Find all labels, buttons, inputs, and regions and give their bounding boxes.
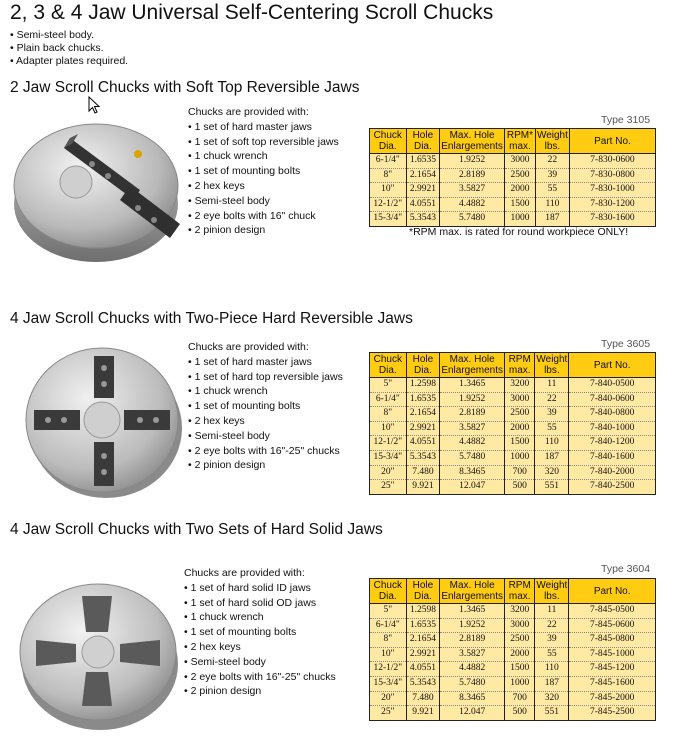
table-row <box>370 480 656 495</box>
weight-cell: 55 <box>535 421 569 436</box>
section-title: 4 Jaw Scroll Chucks with Two-Piece Hard Reversible Jaws <box>10 310 413 327</box>
chuck-dia-cell: 6-1/4" <box>370 154 407 169</box>
weight-cell: 39 <box>535 407 569 422</box>
provided-item: • Semi-steel body <box>188 429 343 444</box>
col-chuck-dia-header-line: Dia. <box>378 591 397 602</box>
provided-item: • 1 set of hard master jaws <box>188 120 339 135</box>
col-weight-header <box>535 579 569 604</box>
col-rpm-header-line: RPM <box>508 354 531 365</box>
rpm-note: *RPM max. is rated for round workpiece ONLY! <box>409 226 629 238</box>
hole-dia-cell: 2.1654 <box>406 633 440 648</box>
table-row <box>370 154 656 169</box>
part-no-cell: 7-830-0600 <box>569 154 655 169</box>
spec-table <box>369 352 656 495</box>
provided-item: • 1 set of hard solid ID jaws <box>184 581 336 596</box>
col-part-no-header: Part No. <box>569 353 656 378</box>
provided-heading: Chucks are provided with: <box>188 341 309 353</box>
table-row <box>370 691 656 706</box>
part-no-cell: 7-845-2000 <box>569 691 656 706</box>
part-no-cell: 7-845-0800 <box>569 633 656 648</box>
col-rpm-header <box>504 129 535 154</box>
col-weight-header <box>535 353 569 378</box>
col-rpm-header <box>505 579 535 604</box>
provided-item: • 1 set of mounting bolts <box>184 625 336 640</box>
chuck-dia-cell: 6-1/4" <box>370 392 407 407</box>
provided-item: • 2 eye bolts with 16"-25" chucks <box>184 670 336 685</box>
chuck-dia-cell: 8" <box>370 168 407 183</box>
col-hole-dia-header <box>406 579 440 604</box>
col-max-hole-header-line: Enlargements <box>441 591 504 602</box>
provided-item: • 1 chuck wrench <box>188 384 343 399</box>
chuck-dia-cell: 5" <box>370 378 407 393</box>
weight-cell: 39 <box>535 168 569 183</box>
rpm-cell: 1000 <box>505 450 535 465</box>
section-title: 4 Jaw Scroll Chucks with Two Sets of Hard Solid Jaws <box>10 521 383 538</box>
provided-item: • 1 set of soft top reversible jaws <box>188 135 339 150</box>
max-hole-cell: 5.7480 <box>440 676 505 691</box>
weight-cell: 187 <box>535 450 569 465</box>
rpm-cell: 2000 <box>505 647 535 662</box>
chuck-dia-cell: 8" <box>370 407 407 422</box>
part-no-cell: 7-840-1200 <box>569 436 656 451</box>
provided-item: • 2 hex keys <box>188 414 343 429</box>
rpm-cell: 3200 <box>505 604 535 619</box>
table-row <box>370 407 656 422</box>
part-no-cell: 7-845-0500 <box>569 604 656 619</box>
hole-dia-cell: 9.921 <box>406 480 440 495</box>
part-no-cell: 7-830-1200 <box>569 197 655 212</box>
rpm-cell: 2500 <box>505 407 535 422</box>
col-hole-dia-header <box>406 129 440 154</box>
col-rpm-header <box>505 353 535 378</box>
col-weight-header-line: Weight <box>536 130 568 141</box>
weight-cell: 55 <box>535 647 569 662</box>
provided-item: • 1 set of hard solid OD jaws <box>184 596 336 611</box>
chuck-dia-cell: 6-1/4" <box>370 618 407 633</box>
chuck-dia-cell: 15-3/4" <box>370 450 407 465</box>
chuck-dia-cell: 5" <box>370 604 407 619</box>
table-row <box>370 212 656 227</box>
col-hole-dia-header-line: Hole <box>412 580 434 591</box>
provided-item: • Semi-steel body <box>188 194 339 209</box>
intro-item: • Semi-steel body. <box>10 29 128 42</box>
table-header-row <box>370 129 656 154</box>
provided-heading: Chucks are provided with: <box>184 567 305 579</box>
col-chuck-dia-header <box>370 353 407 378</box>
provided-item: • 2 pinion design <box>184 684 336 699</box>
part-no-cell: 7-845-2500 <box>569 706 656 721</box>
part-no-cell: 7-830-0800 <box>569 168 655 183</box>
provided-item: • 1 set of mounting bolts <box>188 399 343 414</box>
section-title: 2 Jaw Scroll Chucks with Soft Top Reversible Jaws <box>10 79 360 96</box>
table-row <box>370 706 656 721</box>
rpm-cell: 2000 <box>504 183 535 198</box>
col-max-hole-header <box>440 129 505 154</box>
col-chuck-dia-header <box>370 129 407 154</box>
max-hole-cell: 1.9252 <box>440 154 505 169</box>
col-hole-dia-header-line: Hole <box>412 130 434 141</box>
provided-item: • 1 chuck wrench <box>188 149 339 164</box>
col-part-no-header: Part No. <box>569 129 655 154</box>
provided-item: • 1 set of hard master jaws <box>188 355 343 370</box>
spec-table <box>369 578 656 721</box>
table-row <box>370 436 656 451</box>
part-no-cell: 7-830-1600 <box>569 212 655 227</box>
intro-list <box>10 29 128 68</box>
col-weight-header-line: Weight <box>536 354 568 365</box>
chuck-dia-cell: 8" <box>370 633 407 648</box>
provided-item: • 2 eye bolts with 16"-25" chucks <box>188 444 343 459</box>
type-label: Type 3605 <box>601 338 651 350</box>
max-hole-cell: 12.047 <box>440 480 505 495</box>
chuck-dia-cell: 12-1/2" <box>370 662 407 677</box>
hole-dia-cell: 7.480 <box>406 691 440 706</box>
provided-list <box>188 105 339 238</box>
rpm-cell: 1500 <box>504 197 535 212</box>
two-jaw-chuck-image <box>8 104 188 272</box>
col-chuck-dia-header-line: Chuck <box>373 580 402 591</box>
table-row <box>370 421 656 436</box>
col-weight-header-line: Weight <box>536 580 568 591</box>
max-hole-cell: 5.7480 <box>440 450 505 465</box>
table-row <box>370 604 656 619</box>
provided-item: • 1 set of hard top reversible jaws <box>188 370 343 385</box>
weight-cell: 110 <box>535 662 569 677</box>
rpm-cell: 2500 <box>504 168 535 183</box>
page-title: 2, 3 & 4 Jaw Universal Self-Centering Scroll Chucks <box>10 1 494 24</box>
chuck-dia-cell: 15-3/4" <box>370 676 407 691</box>
part-no-cell: 7-840-1000 <box>569 421 656 436</box>
col-weight-header-line: lbs. <box>544 365 560 376</box>
table-row <box>370 450 656 465</box>
col-max-hole-header-line: Max. Hole <box>449 354 495 365</box>
col-chuck-dia-header-line: Chuck <box>373 130 402 141</box>
weight-cell: 187 <box>535 212 569 227</box>
max-hole-cell: 3.5827 <box>440 183 505 198</box>
col-hole-dia-header-line: Dia. <box>414 591 432 602</box>
hole-dia-cell: 2.9921 <box>406 183 440 198</box>
chuck-dia-cell: 12-1/2" <box>370 197 407 212</box>
chuck-dia-cell: 10" <box>370 647 407 662</box>
provided-item: • Semi-steel body <box>184 655 336 670</box>
chuck-dia-cell: 20" <box>370 691 407 706</box>
chuck-dia-cell: 12-1/2" <box>370 436 407 451</box>
col-max-hole-header-line: Max. Hole <box>449 580 495 591</box>
col-rpm-header-line: max. <box>509 141 531 152</box>
type-label: Type 3105 <box>601 114 651 126</box>
provided-item: • 1 set of mounting bolts <box>188 164 339 179</box>
col-hole-dia-header-line: Dia. <box>414 365 432 376</box>
hole-dia-cell: 1.2598 <box>406 378 440 393</box>
max-hole-cell: 1.9252 <box>440 618 505 633</box>
hole-dia-cell: 4.0551 <box>406 436 440 451</box>
table-row <box>370 618 656 633</box>
provided-item: • 2 pinion design <box>188 458 343 473</box>
part-no-cell: 7-840-2500 <box>569 480 656 495</box>
max-hole-cell: 12.047 <box>440 706 505 721</box>
provided-heading: Chucks are provided with: <box>188 106 309 118</box>
hole-dia-cell: 1.6535 <box>406 154 440 169</box>
weight-cell: 110 <box>535 436 569 451</box>
table-row <box>370 168 656 183</box>
table-header-row <box>370 353 656 378</box>
part-no-cell: 7-840-2000 <box>569 465 656 480</box>
weight-cell: 551 <box>535 706 569 721</box>
col-hole-dia-header-line: Dia. <box>413 141 432 152</box>
hole-dia-cell: 2.1654 <box>406 168 440 183</box>
spec-table <box>369 128 656 227</box>
provided-item: • 1 chuck wrench <box>184 610 336 625</box>
part-no-cell: 7-840-0600 <box>569 392 656 407</box>
col-max-hole-header <box>440 579 505 604</box>
col-weight-header <box>535 129 569 154</box>
max-hole-cell: 4.4882 <box>440 436 505 451</box>
col-chuck-dia-header <box>370 579 407 604</box>
col-max-hole-header-line: Enlargements <box>441 141 503 152</box>
col-weight-header-line: lbs. <box>544 591 560 602</box>
hole-dia-cell: 2.9921 <box>406 647 440 662</box>
max-hole-cell: 2.8189 <box>440 168 505 183</box>
rpm-cell: 3200 <box>505 378 535 393</box>
hole-dia-cell: 4.0551 <box>406 197 440 212</box>
col-hole-dia-header <box>406 353 440 378</box>
hole-dia-cell: 7.480 <box>406 465 440 480</box>
rpm-cell: 500 <box>505 706 535 721</box>
part-no-cell: 7-840-0500 <box>569 378 656 393</box>
col-part-no-header: Part No. <box>569 579 656 604</box>
provided-list <box>188 340 343 473</box>
chuck-dia-cell: 10" <box>370 183 407 198</box>
rpm-cell: 3000 <box>504 154 535 169</box>
hole-dia-cell: 5.3543 <box>406 676 440 691</box>
rpm-cell: 700 <box>505 465 535 480</box>
weight-cell: 11 <box>535 378 569 393</box>
chuck-dia-cell: 25" <box>370 480 407 495</box>
chuck-dia-cell: 20" <box>370 465 407 480</box>
col-chuck-dia-header-line: Dia. <box>378 141 397 152</box>
col-rpm-header-line: max. <box>508 365 531 376</box>
four-jaw-reversible-chuck-image <box>18 336 188 502</box>
rpm-cell: 2500 <box>505 633 535 648</box>
col-max-hole-header-line: Enlargements <box>441 365 504 376</box>
table-row <box>370 465 656 480</box>
hole-dia-cell: 1.2598 <box>406 604 440 619</box>
weight-cell: 320 <box>535 691 569 706</box>
max-hole-cell: 1.3465 <box>440 604 505 619</box>
provided-item: • 2 hex keys <box>184 640 336 655</box>
table-row <box>370 378 656 393</box>
table-row <box>370 197 656 212</box>
part-no-cell: 7-840-0800 <box>569 407 656 422</box>
col-chuck-dia-header-line: Chuck <box>373 354 402 365</box>
rpm-cell: 1000 <box>504 212 535 227</box>
col-rpm-header-line: max. <box>508 591 531 602</box>
rpm-cell: 3000 <box>505 618 535 633</box>
max-hole-cell: 3.5827 <box>440 421 505 436</box>
part-no-cell: 7-845-1600 <box>569 676 656 691</box>
col-max-hole-header <box>440 353 505 378</box>
hole-dia-cell: 5.3543 <box>406 212 440 227</box>
chuck-dia-cell: 15-3/4" <box>370 212 407 227</box>
rpm-cell: 1500 <box>505 662 535 677</box>
part-no-cell: 7-830-1000 <box>569 183 655 198</box>
col-hole-dia-header-line: Hole <box>412 354 434 365</box>
weight-cell: 551 <box>535 480 569 495</box>
chuck-dia-cell: 25" <box>370 706 407 721</box>
max-hole-cell: 8.3465 <box>440 465 505 480</box>
rpm-cell: 700 <box>505 691 535 706</box>
provided-list <box>184 566 336 699</box>
chuck-dia-cell: 10" <box>370 421 407 436</box>
max-hole-cell: 8.3465 <box>440 691 505 706</box>
weight-cell: 187 <box>535 676 569 691</box>
part-no-cell: 7-845-1000 <box>569 647 656 662</box>
max-hole-cell: 1.9252 <box>440 392 505 407</box>
col-rpm-header-line: RPM* <box>506 130 533 141</box>
hole-dia-cell: 1.6535 <box>406 392 440 407</box>
provided-item: • 2 eye bolts with 16" chuck <box>188 209 339 224</box>
table-row <box>370 647 656 662</box>
table-row <box>370 662 656 677</box>
rpm-cell: 1500 <box>505 436 535 451</box>
provided-item: • 2 pinion design <box>188 223 339 238</box>
table-row <box>370 633 656 648</box>
max-hole-cell: 1.3465 <box>440 378 505 393</box>
hole-dia-cell: 2.1654 <box>406 407 440 422</box>
hole-dia-cell: 9.921 <box>406 706 440 721</box>
col-max-hole-header-line: Max. Hole <box>449 130 495 141</box>
table-row <box>370 676 656 691</box>
weight-cell: 22 <box>535 154 569 169</box>
max-hole-cell: 5.7480 <box>440 212 505 227</box>
rpm-cell: 500 <box>505 480 535 495</box>
hole-dia-cell: 1.6535 <box>406 618 440 633</box>
max-hole-cell: 2.8189 <box>440 633 505 648</box>
hole-dia-cell: 5.3543 <box>406 450 440 465</box>
part-no-cell: 7-845-1200 <box>569 662 656 677</box>
table-row <box>370 392 656 407</box>
weight-cell: 22 <box>535 392 569 407</box>
part-no-cell: 7-840-1600 <box>569 450 656 465</box>
col-chuck-dia-header-line: Dia. <box>378 365 397 376</box>
col-weight-header-line: lbs. <box>544 141 561 152</box>
max-hole-cell: 4.4882 <box>440 197 505 212</box>
hole-dia-cell: 2.9921 <box>406 421 440 436</box>
rpm-cell: 1000 <box>505 676 535 691</box>
col-rpm-header-line: RPM <box>508 580 531 591</box>
weight-cell: 39 <box>535 633 569 648</box>
intro-item: • Plain back chucks. <box>10 42 128 55</box>
rpm-cell: 2000 <box>505 421 535 436</box>
type-label: Type 3604 <box>601 563 651 575</box>
table-row <box>370 183 656 198</box>
max-hole-cell: 3.5827 <box>440 647 505 662</box>
max-hole-cell: 4.4882 <box>440 662 505 677</box>
provided-item: • 2 hex keys <box>188 179 339 194</box>
part-no-cell: 7-845-0600 <box>569 618 656 633</box>
four-jaw-solid-chuck-image <box>12 566 182 736</box>
weight-cell: 55 <box>535 183 569 198</box>
weight-cell: 320 <box>535 465 569 480</box>
rpm-cell: 3000 <box>505 392 535 407</box>
weight-cell: 110 <box>535 197 569 212</box>
max-hole-cell: 2.8189 <box>440 407 505 422</box>
weight-cell: 22 <box>535 618 569 633</box>
hole-dia-cell: 4.0551 <box>406 662 440 677</box>
table-header-row <box>370 579 656 604</box>
intro-item: • Adapter plates required. <box>10 55 128 68</box>
weight-cell: 11 <box>535 604 569 619</box>
